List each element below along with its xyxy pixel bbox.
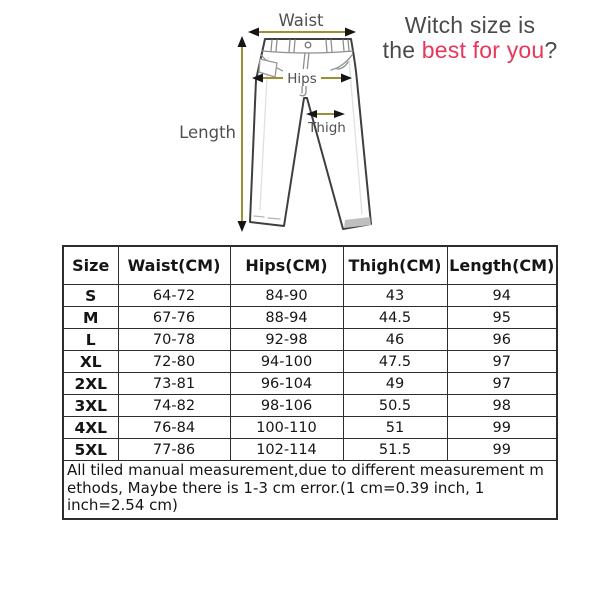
length-cell: 94: [447, 285, 557, 307]
measurement-note: [63, 461, 557, 519]
size-table: [62, 245, 558, 520]
length-cell: 98: [447, 395, 557, 417]
thigh-cell: 44.5: [343, 307, 447, 329]
table-row: [63, 285, 557, 307]
thigh-cell: 50.5: [343, 395, 447, 417]
hips-cell: 100-110: [230, 417, 343, 439]
length-cell: 99: [447, 439, 557, 461]
thigh-cell: 51: [343, 417, 447, 439]
size-cell: 5XL: [63, 439, 118, 461]
hips-cell: 96-104: [230, 373, 343, 395]
heading-line2: [372, 38, 568, 63]
hips-cell: 84-90: [230, 285, 343, 307]
size-cell: M: [63, 307, 118, 329]
size-table-footer: [63, 461, 557, 519]
heading-line2-suffix: ?: [544, 37, 558, 63]
size-cell: 3XL: [63, 395, 118, 417]
size-cell: XL: [63, 351, 118, 373]
thigh-cell: 47.5: [343, 351, 447, 373]
size-cell: S: [63, 285, 118, 307]
note-line-1: All tiled manual measurement,due to different measurement m: [67, 461, 544, 479]
waist-cell: 67-76: [118, 307, 230, 329]
size-cell: L: [63, 329, 118, 351]
table-row: [63, 395, 557, 417]
col-header-hips: Hips(CM): [230, 246, 343, 285]
size-cell: 4XL: [63, 417, 118, 439]
heading-line1: Witch size is: [404, 12, 536, 38]
thigh-label: Thigh: [308, 120, 346, 136]
col-header-size: Size: [63, 246, 118, 285]
waist-cell: 73-81: [118, 373, 230, 395]
button: [305, 42, 311, 48]
table-row: [63, 439, 557, 461]
col-header-waist: Waist(CM): [118, 246, 230, 285]
heading-line2-prefix: the: [382, 37, 422, 63]
heading: [372, 13, 568, 63]
thigh-cell: 51.5: [343, 439, 447, 461]
col-header-length: Length(CM): [447, 246, 557, 285]
thigh-cell: 46: [343, 329, 447, 351]
waist-cell: 70-78: [118, 329, 230, 351]
length-cell: 96: [447, 329, 557, 351]
waist-cell: 76-84: [118, 417, 230, 439]
size-table-body: [63, 285, 557, 461]
length-cell: 97: [447, 351, 557, 373]
note-line-3: inch=2.54 cm): [67, 496, 178, 514]
waist-cell: 72-80: [118, 351, 230, 373]
waist-label: Waist: [278, 11, 324, 30]
heading-line2-highlight: best for you: [421, 37, 545, 63]
thigh-cell: 49: [343, 373, 447, 395]
table-row: [63, 373, 557, 395]
table-row: [63, 417, 557, 439]
table-row: [63, 351, 557, 373]
size-cell: 2XL: [63, 373, 118, 395]
hips-cell: 92-98: [230, 329, 343, 351]
hips-cell: 98-106: [230, 395, 343, 417]
hips-label: Hips: [287, 71, 317, 87]
note-line-2: ethods, Maybe there is 1-3 cm error.(1 cm=0.39 inch, 1: [67, 478, 485, 497]
note-row: [63, 461, 557, 519]
table-row: [63, 307, 557, 329]
thigh-cell: 43: [343, 285, 447, 307]
waist-cell: 74-82: [118, 395, 230, 417]
size-table-header: [63, 246, 557, 285]
hips-cell: 94-100: [230, 351, 343, 373]
col-header-thigh: Thigh(CM): [343, 246, 447, 285]
length-cell: 95: [447, 307, 557, 329]
length-label: Length: [179, 123, 236, 142]
waist-cell: 64-72: [118, 285, 230, 307]
hips-cell: 102-114: [230, 439, 343, 461]
hips-cell: 88-94: [230, 307, 343, 329]
length-arrow: [238, 36, 247, 232]
length-cell: 97: [447, 373, 557, 395]
waist-cell: 77-86: [118, 439, 230, 461]
header-row: [63, 246, 557, 285]
length-cell: 99: [447, 417, 557, 439]
table-row: [63, 329, 557, 351]
